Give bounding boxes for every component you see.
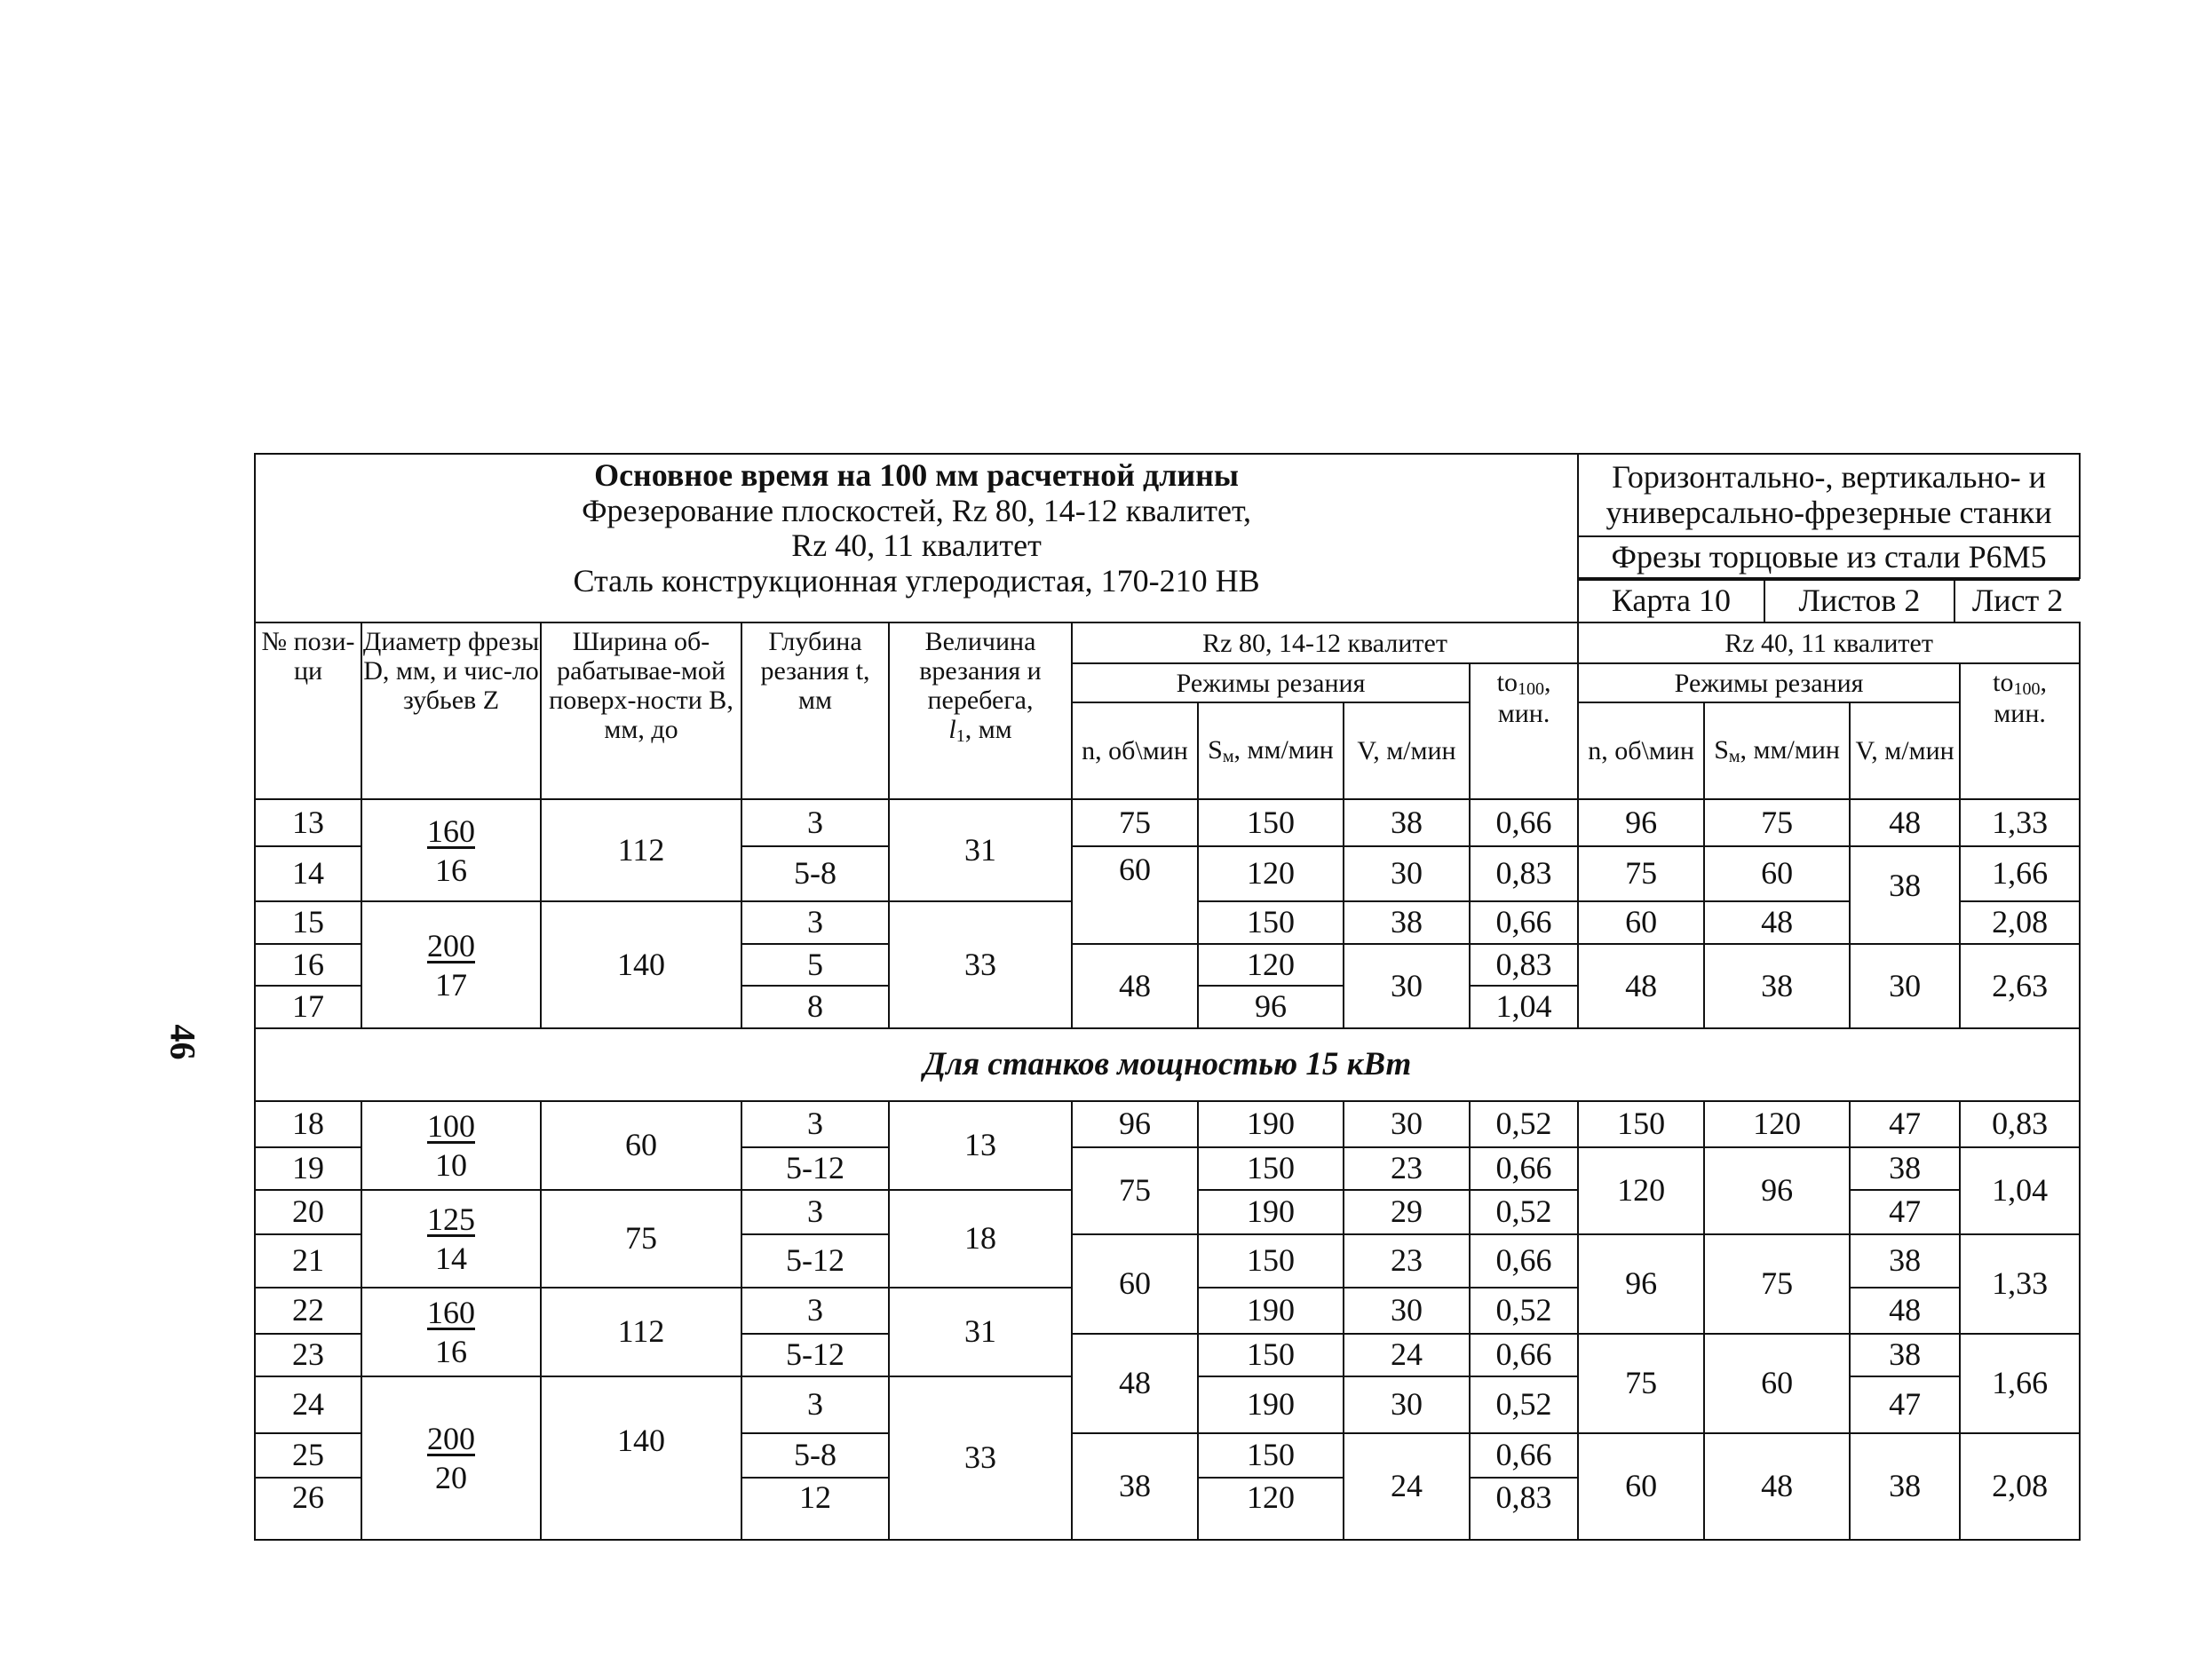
sm-cell: 96 [1198,986,1344,1028]
sm-cell: 48 [1704,1433,1850,1540]
header-to-rz80 [1470,663,1578,799]
to-cell: 0,83 [1470,846,1578,901]
n-cell: 150 [1578,1101,1704,1147]
v-cell: 47 [1850,1376,1960,1433]
sheet-number: Лист 2 [1954,580,2080,622]
v-cell: 30 [1344,944,1470,1028]
header-diameter: Диаметр фрезы D, мм, и чис-ло зубьев Z [361,622,541,799]
to-sub: 100 [1517,679,1544,699]
n-cell: 60 [1072,846,1198,944]
header-position: № пози-ци [255,622,361,799]
depth-cell: 5-8 [741,846,889,901]
cutter-type: Фрезы торцовые из стали Р6М5 [1578,536,2080,578]
pos-cell: 19 [255,1147,361,1190]
sm-cell: 120 [1704,1101,1850,1147]
pos-cell: 16 [255,944,361,986]
v-cell: 24 [1344,1334,1470,1376]
depth-cell: 3 [741,1376,889,1433]
n-cell: 120 [1578,1147,1704,1234]
to-cell: 0,83 [1470,944,1578,986]
machines-type: Горизонтально-, вертикально- и универсально-фрезерные станки [1578,454,2080,536]
depth-cell: 5-8 [741,1433,889,1478]
pos-cell: 25 [255,1433,361,1478]
pos-cell: 23 [255,1334,361,1376]
n-cell: 48 [1578,944,1704,1028]
v-cell: 47 [1850,1101,1960,1147]
header-n-rz80: n, об\мин [1072,702,1198,799]
n-cell: 75 [1578,1334,1704,1433]
header-overrun-text: Величина врезания и перебега, [919,627,1042,715]
sm-cell: 75 [1704,1234,1850,1334]
to-cell: 2,08 [1960,901,2080,944]
depth-cell: 5 [741,944,889,986]
n-cell: 96 [1578,799,1704,846]
v-cell: 38 [1850,1433,1960,1540]
pos-cell: 24 [255,1376,361,1433]
depth-cell: 5-12 [741,1334,889,1376]
n-cell: 48 [1072,944,1198,1028]
diameter-num: 125 [427,1201,475,1237]
diameter-cell [361,1376,541,1540]
width-cell: 140 [541,901,741,1028]
to-cell: 1,33 [1960,1234,2080,1334]
diameter-num: 200 [427,1421,475,1456]
pos-cell: 13 [255,799,361,846]
n-cell: 75 [1072,1147,1198,1234]
to-cell: 0,66 [1470,901,1578,944]
overrun-cell: 18 [889,1190,1072,1288]
header-modes-rz80: Режимы резания [1072,663,1470,702]
v-cell: 38 [1344,901,1470,944]
v-cell: 29 [1344,1190,1470,1234]
sm-cell: 150 [1198,1334,1344,1376]
title-line-3: Rz 40, 11 квалитет [791,527,1042,564]
sm-unit: , мм/мин [1233,735,1334,765]
teeth-den: 10 [435,1147,467,1183]
pos-cell: 17 [255,986,361,1028]
header-modes-rz40: Режимы резания [1578,663,1960,702]
overrun-cell: 13 [889,1101,1072,1190]
width-cell: 75 [541,1190,741,1288]
to-comma: , [1543,668,1551,697]
diameter-cell [361,1101,541,1190]
n-cell: 38 [1072,1433,1198,1540]
diameter-cell [361,799,541,901]
header-rz40: Rz 40, 11 квалитет [1578,622,2080,663]
diameter-cell [361,1190,541,1288]
sm-sub: м [1222,747,1234,766]
depth-cell: 3 [741,1101,889,1147]
section-row [255,1028,2080,1101]
width-cell: 140 [541,1376,741,1540]
sm-cell: 60 [1704,846,1850,901]
depth-cell: 12 [741,1478,889,1540]
to-cell: 1,04 [1960,1147,2080,1234]
n-cell: 75 [1072,799,1198,846]
header-to-rz40 [1960,663,2080,799]
diameter-cell [361,901,541,1028]
v-cell: 48 [1850,1288,1960,1334]
v-cell: 30 [1344,1101,1470,1147]
depth-cell: 3 [741,1288,889,1334]
sm-cell: 48 [1704,901,1850,944]
sm-cell: 150 [1198,799,1344,846]
v-cell: 24 [1344,1433,1470,1540]
sm-sub: м [1728,747,1740,766]
v-cell: 38 [1850,1334,1960,1376]
sm-s: S [1208,735,1223,765]
sm-cell: 120 [1198,944,1344,986]
to-cell: 0,66 [1470,1234,1578,1288]
header-sm-rz80 [1198,702,1344,799]
pos-cell: 15 [255,901,361,944]
sm-unit: , мм/мин [1740,735,1840,765]
sm-cell: 120 [1198,1478,1344,1540]
overrun-cell: 31 [889,1288,1072,1376]
to-cell: 0,66 [1470,799,1578,846]
depth-cell: 3 [741,901,889,944]
n-cell: 60 [1072,1234,1198,1334]
to-min: мин. [1994,699,2046,728]
width-cell: 112 [541,799,741,901]
sm-cell: 38 [1704,944,1850,1028]
v-cell: 30 [1344,1288,1470,1334]
to-cell: 2,08 [1960,1433,2080,1540]
sm-cell: 190 [1198,1288,1344,1334]
sm-cell: 150 [1198,1433,1344,1478]
v-cell: 47 [1850,1190,1960,1234]
header-v-rz80: V, м/мин [1344,702,1470,799]
width-cell: 60 [541,1101,741,1190]
pos-cell: 14 [255,846,361,901]
overrun-cell: 33 [889,1376,1072,1540]
title-line-1: Основное время на 100 мм расчетной длины [594,457,1240,493]
v-cell: 30 [1344,846,1470,901]
table-row [255,799,2080,846]
pos-cell: 18 [255,1101,361,1147]
teeth-den: 14 [435,1241,467,1276]
v-cell: 38 [1850,1234,1960,1288]
v-cell: 38 [1850,846,1960,944]
diameter-num: 100 [427,1108,475,1144]
v-cell: 23 [1344,1234,1470,1288]
overrun-cell: 31 [889,799,1072,901]
card-title [255,454,1578,622]
sm-cell: 190 [1198,1376,1344,1433]
sm-cell: 190 [1198,1101,1344,1147]
diameter-num: 160 [427,813,475,849]
card-info [1578,578,2080,622]
to-cell: 1,33 [1960,799,2080,846]
pos-cell: 20 [255,1190,361,1234]
v-cell: 48 [1850,799,1960,846]
depth-cell: 5-12 [741,1234,889,1288]
teeth-den: 17 [435,966,467,1003]
diameter-num: 200 [427,927,475,963]
title-line-4: Сталь конструкционная углеродистая, 170-210 НВ [573,562,1260,599]
header-rz80: Rz 80, 14-12 квалитет [1072,622,1578,663]
sheets-total: Листов 2 [1764,580,1954,622]
pos-cell: 21 [255,1234,361,1288]
v-cell: 23 [1344,1147,1470,1190]
pos-cell: 22 [255,1288,361,1334]
to-cell: 0,83 [1470,1478,1578,1540]
v-cell: 30 [1850,944,1960,1028]
to-min: мин. [1497,699,1550,728]
table-row [255,1101,2080,1147]
page-number: 46 [163,1024,203,1060]
teeth-den: 16 [435,852,467,888]
header-overrun-l: l [948,715,956,744]
diameter-num: 160 [427,1295,475,1330]
norm-card-table [254,453,2081,1541]
sm-cell: 75 [1704,799,1850,846]
sm-cell: 190 [1198,1190,1344,1234]
header-v-rz40: V, м/мин [1850,702,1960,799]
depth-cell: 8 [741,986,889,1028]
n-cell: 60 [1578,901,1704,944]
to-cell: 1,66 [1960,1334,2080,1433]
header-sm-rz40 [1704,702,1850,799]
overrun-cell: 33 [889,901,1072,1028]
teeth-den: 16 [435,1334,467,1369]
width-cell: 112 [541,1288,741,1376]
to-comma: , [2040,668,2048,697]
sm-cell: 120 [1198,846,1344,901]
header-depth: Глубина резания t, мм [741,622,889,799]
depth-cell: 3 [741,1190,889,1234]
sm-cell: 60 [1704,1334,1850,1433]
to-label: to [1496,668,1518,697]
v-cell: 38 [1344,799,1470,846]
title-line-2: Фрезерование плоскостей, Rz 80, 14-12 квалитет, [582,492,1252,528]
depth-cell: 5-12 [741,1147,889,1190]
to-cell: 0,66 [1470,1147,1578,1190]
section-title: Для станков мощностью 15 кВт [255,1028,2080,1101]
to-label: to [1993,668,2014,697]
v-cell: 30 [1344,1376,1470,1433]
pos-cell: 26 [255,1478,361,1540]
sm-cell: 150 [1198,1234,1344,1288]
to-cell: 0,52 [1470,1376,1578,1433]
to-cell: 1,04 [1470,986,1578,1028]
n-cell: 60 [1578,1433,1704,1540]
header-width: Ширина об-рабатывае-мой поверх-ности В, мм, до [541,622,741,799]
header-overrun [889,622,1072,799]
depth-cell: 3 [741,799,889,846]
sm-cell: 150 [1198,901,1344,944]
to-cell: 2,63 [1960,944,2080,1028]
n-cell: 75 [1578,846,1704,901]
n-cell: 96 [1578,1234,1704,1334]
n-cell: 96 [1072,1101,1198,1147]
to-cell: 0,52 [1470,1288,1578,1334]
teeth-den: 20 [435,1460,467,1495]
to-sub: 100 [2013,679,2041,699]
sm-s: S [1714,735,1729,765]
header-n-rz40: n, об\мин [1578,702,1704,799]
to-cell: 0,52 [1470,1190,1578,1234]
card-number: Карта 10 [1579,580,1764,622]
diameter-cell [361,1288,541,1376]
header-overrun-sub: 1 [955,726,965,746]
sm-cell: 150 [1198,1147,1344,1190]
to-cell: 0,66 [1470,1433,1578,1478]
to-cell: 1,66 [1960,846,2080,901]
sm-cell: 96 [1704,1147,1850,1234]
header-overrun-unit: , мм [964,715,1012,744]
to-cell: 0,66 [1470,1334,1578,1376]
v-cell: 38 [1850,1147,1960,1190]
n-cell: 48 [1072,1334,1198,1433]
to-cell: 0,52 [1470,1101,1578,1147]
to-cell: 0,83 [1960,1101,2080,1147]
